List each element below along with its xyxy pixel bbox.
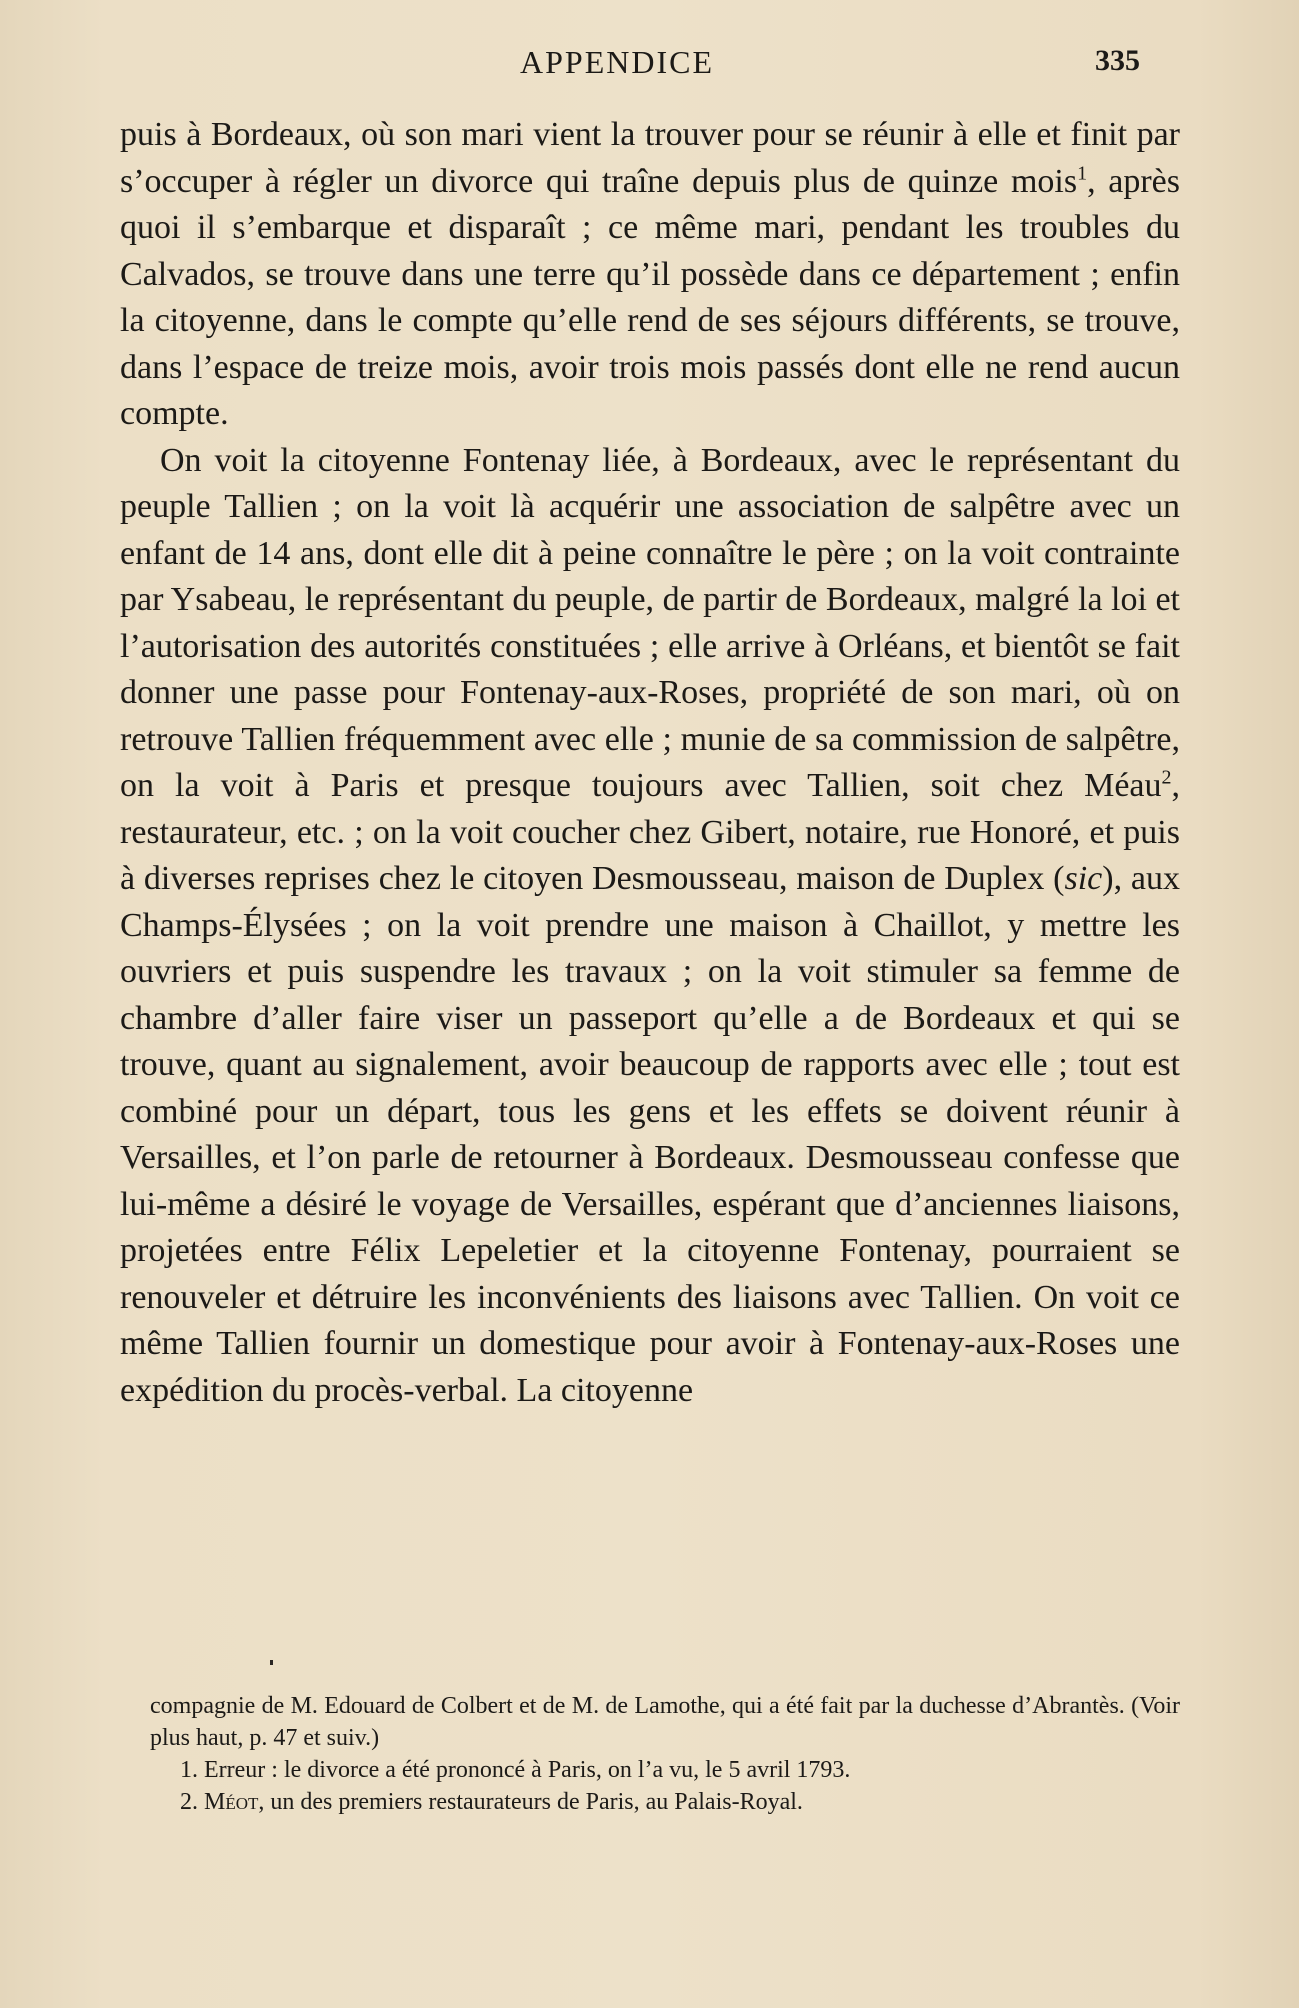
- footnote-ref-1: 1: [1077, 162, 1088, 185]
- paragraph-2-part-b: , restaurateur, etc. ; on la voit coucher chez Gibert, notaire, rue Honoré, et puis à diverses reprises chez le citoyen Desmousseau, maison de Duplex (: [120, 767, 1180, 897]
- paragraph-1-part-a: puis à Bordeaux, où son mari vient la trouver pour se réunir à elle et finit par s’occuper à régler un divorce qui traîne depuis plus de quinze mois: [120, 116, 1180, 200]
- footnote-2: [150, 1786, 1180, 1818]
- footnote-2-name: Méot: [204, 1789, 259, 1815]
- footnote-1-number: 1.: [180, 1757, 198, 1783]
- page-number: 335: [1095, 44, 1140, 77]
- main-text: [120, 112, 1180, 1414]
- paragraph-2-part-c: ), aux Champs-Élysées ; on la voit prendre une maison à Chaillot, y mettre les ouvriers et puis suspendre les travaux ; on la voit stimuler sa femme de chambre d’aller faire viser un passeport qu’elle a de Bordeaux et qui se trouve, quant au signalement, avoir beaucoup de rapports avec elle ; tout est combiné pour un départ, tous les gens et les effets se doivent réunir à Versailles, et l’on parle de retourner à Bordeaux. Desmousseau confesse que lui-même a désiré le voyage de Versailles, espérant que d’anciennes liaisons, projetées entre Félix Lepeletier et la citoyenne Fontenay, pourraient se renouveler et détruire les inconvénients des liaisons avec Tallien. On voit ce même Tallien fournir un domestique pour avoir à Fontenay-aux-Roses une expédition du procès-verbal. La citoyenne: [120, 860, 1180, 1409]
- running-title: APPENDICE: [520, 44, 715, 80]
- paragraph-2-part-a: On voit la citoyenne Fontenay liée, à Bordeaux, avec le représentant du peuple Tallien ; on la voit là acquérir une association de salpêtre avec un enfant de 14 ans, dont elle dit à peine connaître le père ; on la voit contrainte par Ysabeau, le représentant du peuple, de partir de Bordeaux, malgré la loi et l’autorisation des autorités constituées ; elle arrive à Orléans, et bientôt se fait donner une passe pour Fontenay-aux-Roses, propriété de son mari, où on retrouve Tallien fréquemment avec elle ; munie de sa commission de salpêtre, on la voit à Paris et presque toujours avec Tallien, soit chez Méau: [120, 441, 1180, 804]
- footnotes: [150, 1690, 1180, 1818]
- running-head: [120, 44, 1140, 94]
- footnote-continuation: compagnie de M. Edouard de Colbert et de M. de Lamothe, qui a été fait par la duchesse d’Abrantès. (Voir plus haut, p. 47 et suiv.): [150, 1693, 1180, 1751]
- sic-italic: sic: [1064, 860, 1103, 897]
- paragraph-1: [120, 112, 1180, 438]
- footnote-2-text: , un des premiers restaurateurs de Paris, au Palais-Royal.: [258, 1789, 803, 1815]
- paragraph-1-part-b: , après quoi il s’embarque et disparaît ; ce même mari, pendant les troubles du Calvados, se trouve dans une terre qu’il possède dans ce département ; enfin la citoyenne, dans le compte qu’elle rend de ses séjours différents, se trouve, dans l’espace de treize mois, avoir trois mois passés dont elle ne rend aucun compte.: [120, 162, 1180, 432]
- print-mark: [270, 1660, 273, 1665]
- footnote-1: [150, 1754, 1180, 1786]
- footnote-ref-2: 2: [1161, 766, 1172, 789]
- footnote-2-number: 2.: [180, 1789, 198, 1815]
- footnote-1-text: Erreur : le divorce a été prononcé à Paris, on l’a vu, le 5 avril 1793.: [204, 1757, 851, 1783]
- paragraph-2: [120, 438, 1180, 1415]
